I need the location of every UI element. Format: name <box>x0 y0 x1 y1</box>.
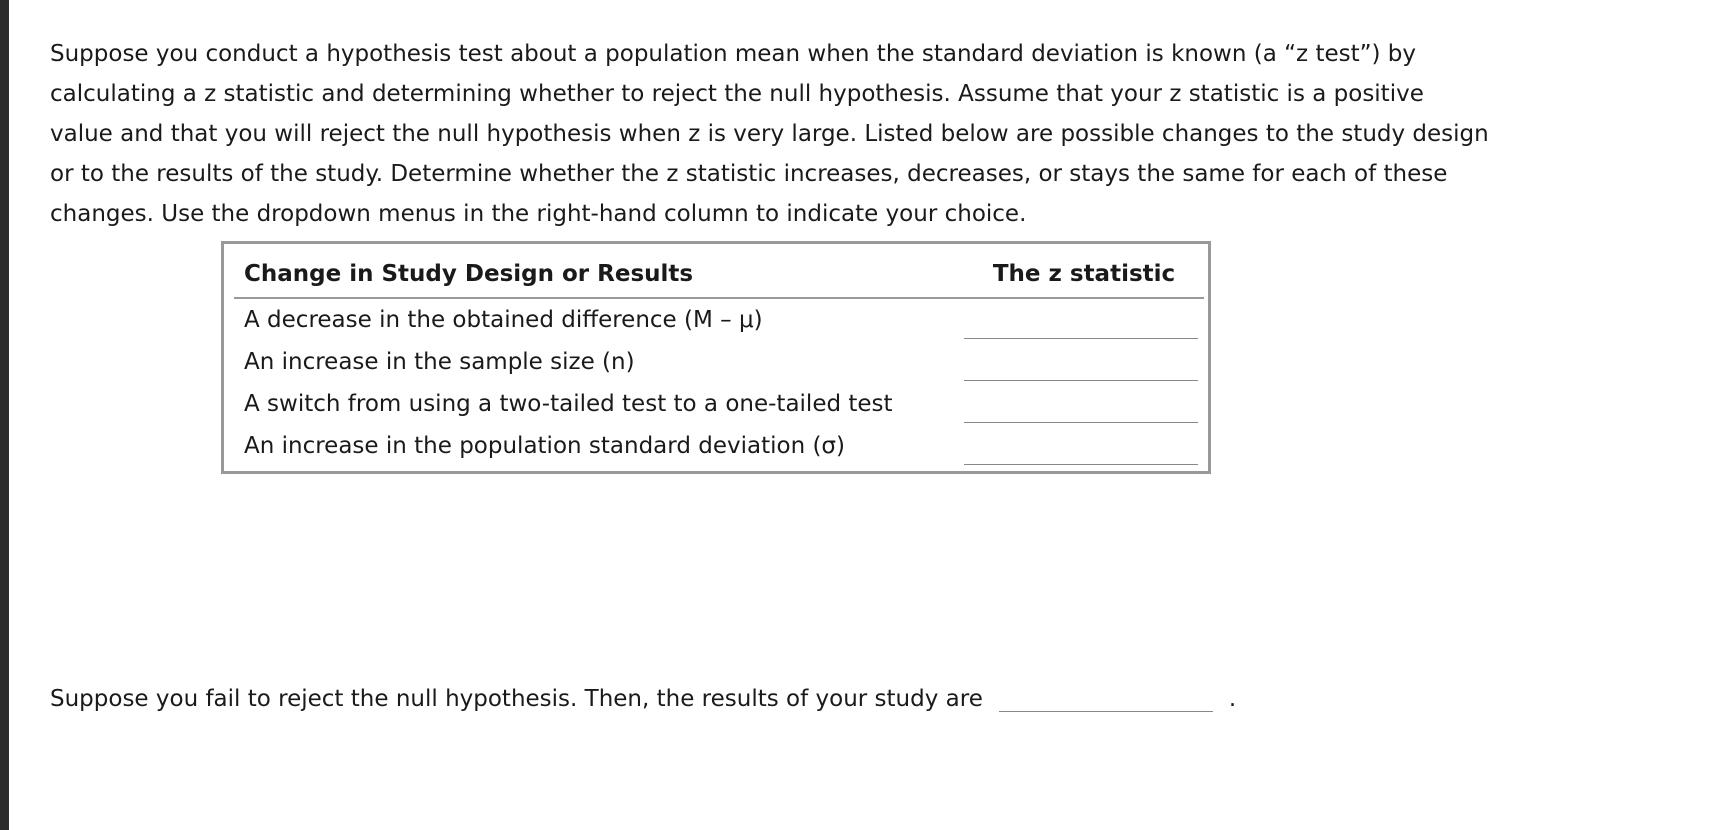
question-content <box>50 34 1510 234</box>
header-change: Change in Study Design or Results <box>234 250 964 298</box>
table-header-row <box>234 250 1204 298</box>
row-dropdown-cell <box>964 383 1204 425</box>
row-change-label: An increase in the sample size (n) <box>244 349 635 375</box>
final-question <box>50 683 1236 712</box>
table-row <box>234 383 1204 425</box>
row-change-label: A decrease in the obtained difference (M – μ) <box>244 307 763 333</box>
question-intro: Suppose you conduct a hypothesis test about a population mean when the standard deviation is known (a “z test”) by calculating a z statistic and determining whether to reject the null hypothesis. Assume that your z statistic is a positive value and that you will reject the null hypothesis when z is very large. Listed below are possible changes to the study design or to the results of the study. Determine whether the z statistic increases, decreases, or stays the same for each of these changes. Use the dropdown menus in the right-hand column to indicate your choice. <box>50 41 1489 227</box>
z-statistic-dropdown-2[interactable] <box>964 350 1198 381</box>
final-period: . <box>1228 686 1237 712</box>
z-statistic-dropdown-1[interactable] <box>964 308 1198 339</box>
table-row <box>234 425 1204 467</box>
z-statistic-dropdown-3[interactable] <box>964 392 1198 423</box>
table-row <box>234 341 1204 383</box>
changes-table-container <box>221 241 1211 474</box>
study-results-dropdown[interactable] <box>999 683 1213 712</box>
final-question-text: Suppose you fail to reject the null hypothesis. Then, the results of your study are <box>50 686 983 712</box>
row-dropdown-cell <box>964 425 1204 467</box>
row-change-label: A switch from using a two-tailed test to a one-tailed test <box>244 391 893 417</box>
header-z-statistic: The z statistic <box>964 250 1204 298</box>
row-change-label: An increase in the population standard deviation (σ) <box>244 433 845 459</box>
table-row <box>234 298 1204 341</box>
changes-table <box>234 250 1204 467</box>
window-left-edge <box>0 0 9 830</box>
row-dropdown-cell <box>964 341 1204 383</box>
row-dropdown-cell <box>964 298 1204 341</box>
z-statistic-dropdown-4[interactable] <box>964 434 1198 465</box>
